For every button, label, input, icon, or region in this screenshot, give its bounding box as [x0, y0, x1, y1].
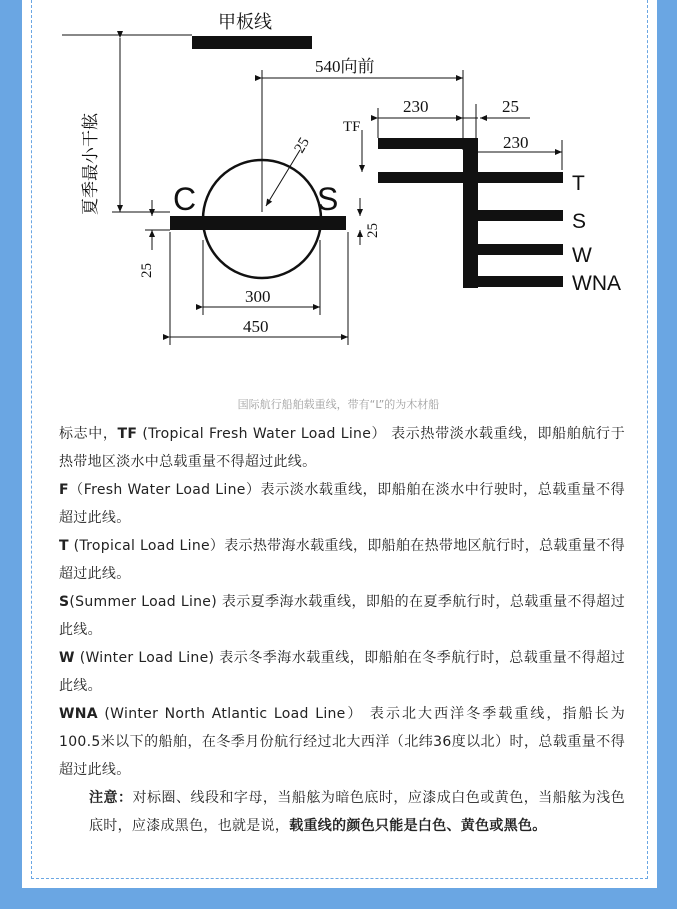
- note-paragraph: 注意：对标圈、线段和字母，当船舷为暗色底时，应漆成白色或黄色，当船舷为浅色底时，应漆成黑色，也就是说，载重线的颜色只能是白色、黄色或黑色。: [89, 790, 625, 834]
- ring-thickness-dim: [266, 150, 300, 206]
- svg-text:25: 25: [139, 263, 155, 278]
- note-emphasis: 载重线的颜色只能是白色、黄色或黑色。: [289, 818, 547, 834]
- tf-label: TF: [343, 119, 361, 135]
- svg-text:230: 230: [503, 133, 529, 152]
- figure-caption: 国际航行船舶载重线，带有“L”的为木材船: [237, 398, 440, 411]
- paragraph-w: W (Winter Load Line) 表示冬季海水载重线，即船舶在冬季航行时，总载重量不得超过此线。: [59, 650, 625, 694]
- tropical-fresh-mark: [378, 172, 478, 183]
- paragraph-tf: 标志中，TF (Tropical Fresh Water Load Line） 表示热带淡水载重线，即船舶航行于热带地区淡水中总载重量不得超过此线。: [59, 426, 625, 470]
- tropical-mark: [478, 172, 563, 183]
- line-wna-label: WNA: [572, 272, 621, 295]
- deck-line-bar: [192, 36, 312, 49]
- c-label: C: [173, 181, 197, 217]
- plimsoll-bar: [170, 216, 346, 230]
- winter-mark: [478, 244, 563, 255]
- line-w-label: W: [572, 244, 592, 267]
- note-label: 注意：: [89, 790, 133, 806]
- load-line-grid: [378, 138, 563, 288]
- freeboard-label: 夏季最小干舷: [81, 113, 100, 215]
- paragraph-t: T (Tropical Load Line）表示热带海水载重线，即船舶在热带地区航行时，总载重量不得超过此线。: [59, 538, 625, 582]
- line-s-label: S: [572, 210, 587, 233]
- paragraph-s: S(Summer Load Line) 表示夏季海水载重线，即船的在夏季航行时，总载重量不得超过此线。: [59, 594, 625, 638]
- vertical-load-line-bar: [463, 138, 478, 288]
- svg-text:450: 450: [243, 317, 269, 336]
- summer-mark: [478, 210, 563, 221]
- paragraph-f: F（Fresh Water Load Line）表示淡水载重线，即船舶在淡水中行驶时，总载重量不得超过此线。: [59, 482, 625, 526]
- wna-mark: [478, 276, 563, 287]
- svg-text:25: 25: [502, 97, 519, 116]
- line-t-label: T: [572, 172, 585, 195]
- explanation-text: [59, 420, 625, 840]
- load-line-diagram: [0, 0, 677, 390]
- deck-line-label: 甲板线: [218, 12, 272, 32]
- svg-text:25: 25: [365, 223, 381, 238]
- svg-text:230: 230: [403, 97, 429, 116]
- s-circle-label: S: [317, 181, 339, 217]
- forward-label: 540向前: [315, 57, 375, 76]
- svg-text:300: 300: [245, 287, 271, 306]
- paragraph-wna: WNA (Winter North Atlantic Load Line） 表示北大西洋冬季载重线，指船长为100.5米以下的船舶，在冬季月份航行经过北大西洋（北纬36度以北）时，总载重量不得超过此线。: [59, 706, 625, 778]
- svg-text:25: 25: [291, 135, 313, 156]
